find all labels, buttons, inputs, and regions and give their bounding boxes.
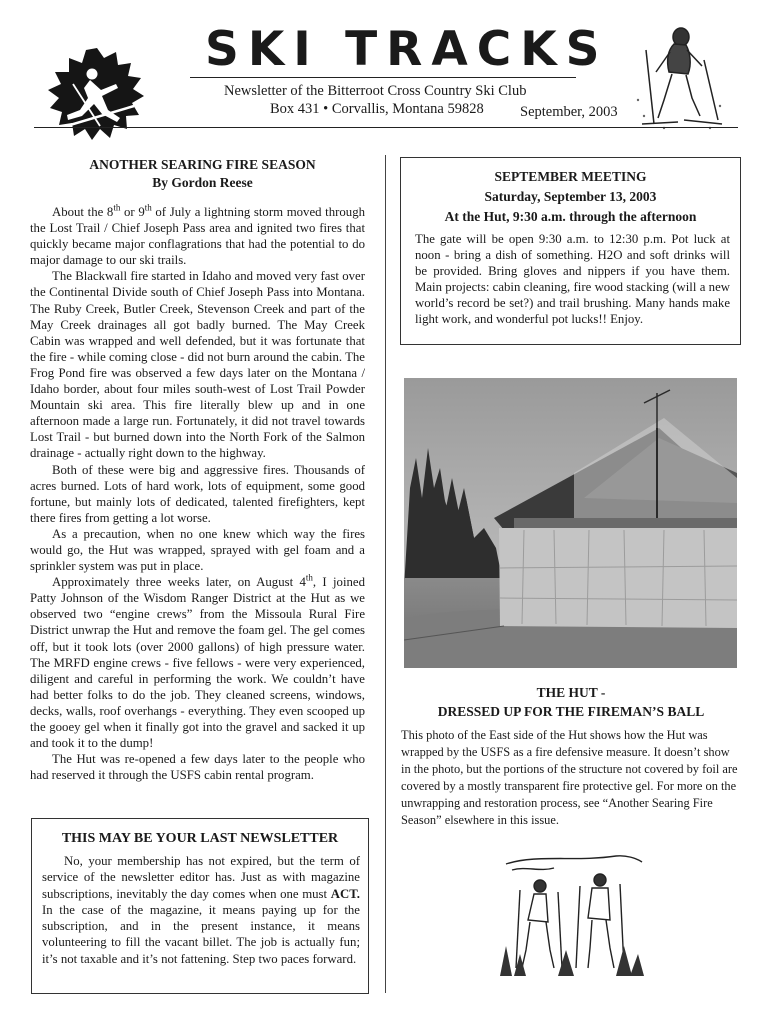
article-paragraph: The Hut was re-opened a few days later to the people who had reserved it through the USFS cabin rental program. <box>30 752 365 783</box>
skier-illustration-icon <box>634 20 726 134</box>
hut-photo <box>404 378 737 668</box>
fire-article-byline: By Gordon Reese <box>152 175 253 190</box>
meeting-place: At the Hut, 9:30 a.m. through the afternoon <box>444 209 697 224</box>
newsletter-subtitle: Newsletter of the Bitterroot Cross Country Ski Club <box>224 83 527 99</box>
issue-date: September, 2003 <box>520 104 618 120</box>
september-meeting-box <box>400 157 741 345</box>
column-divider <box>385 155 386 993</box>
hut-caption-title: THE HUT - DRESSED UP FOR THE FIREMAN’S BALL <box>437 685 705 719</box>
hut-photo-caption: This photo of the East side of the Hut shows how the Hut was wrapped by the USFS as a fire defensive measure. It doesn’t show in the photo, but the portions of the structure not covered by foil are covered by a mostly transparent fire protective gel. For more on the unwrapping and restoration process, see “Another Searing Fire Season” elsewhere in this issue. <box>401 728 738 827</box>
meeting-header <box>401 167 740 227</box>
article-paragraph: Approximately three weeks later, on August 4th, I joined Patty Johnson of the Wisdom Ranger District at the Hut as we observed two “engine crews” from the Missoula Rural Fire District unwrap the Hut and remove the foam gel. The gel comes off, but it took lots (over 2000 gallons) of high pressure water. The MRFD engine crews - five fellows - were very experienced, diligent and careful in performing the work. We couldn’t have had better folks to do the job. They cleaned screens, windows, decks, walls, roof overhangs - everything. They even scooped up the gooey gel when it finally got into the gravel and sacked it up and took it to the dump! <box>30 572 365 751</box>
article-paragraph: As a precaution, when no one knew which way the fires would go, the Hut was wrapped, sprayed with gel foam and a sprinkler system was put in place. <box>30 526 365 574</box>
act-emphasis: ACT. <box>330 886 360 901</box>
article-paragraph: Both of these were big and aggressive fires. Thousands of acres burned. Lots of hard work, lots of equipment, some good fortune, but mainly lots of dedicated, talented firefighters, kept there fires from getting a lot worse. <box>30 462 365 525</box>
meeting-title: SEPTEMBER MEETING <box>494 169 647 184</box>
skier-logo-icon <box>38 44 156 146</box>
article-paragraph: The Blackwall fire started in Idaho and moved very fast over the Continental Divide south of Chief Joseph Pass into Montana. The Ruby Creek, Butler Creek, Stevenson Creek and part of the May Creek drainages all got badly burned. The May Creek Cabin was wrapped and well defended, but it was fortunate that the fire - while coming close - did not burn around the cabin. The Frog Pond fire was observed a few days later on the Montana / Idaho border, about four miles south-west of Lost Trail Powder Mountain ski area. This fire literally blew up and in one afternoon made a large run. Fortunately, it did not travel towards Lost Trail - but burned down into the North Fork of the Salmon drainage - actually right down to the highway. <box>30 269 365 461</box>
article-paragraph: About the 8th or 9th of July a lightning storm moved through the Lost Trail / Chief Joseph Pass area and ignited two fires that quickly became major conflagrations that had the potential to do major damage to our ski trails. <box>30 202 365 268</box>
last-newsletter-body: No, your membership has not expired, but the term of service of the newsletter editor has. Just as with magazine subscriptions, inevitably the day comes when one must ACT. In the case of the magazine, it means paying up for the subscription, and in the present instance, it means volunteering to fill the vacant billet. The job is actually fun; it’s not taxable and it’s not fattening. Step two paces forward. <box>42 854 360 966</box>
fire-article-header <box>30 156 375 192</box>
meeting-body: The gate will be open 9:30 a.m. to 12:30 p.m. Pot luck at noon - bring a dish of something. H2O and soft drinks will be provided. Bring gloves and nippers if you have them. Main projects: cabin cleaning, fire wood stacking (will a new world’s record be set?) and trail brushing. Many hands make light work, and wonderful pot lucks!! Enjoy. <box>415 232 730 326</box>
masthead-divider <box>190 77 576 78</box>
fire-article-title: ANOTHER SEARING FIRE SEASON <box>89 157 316 172</box>
fire-article-body <box>30 204 365 783</box>
last-newsletter-title: THIS MAY BE YOUR LAST NEWSLETTER <box>61 831 339 846</box>
masthead-rule <box>34 127 738 128</box>
meeting-date: Saturday, September 13, 2003 <box>484 189 657 204</box>
last-newsletter-box <box>31 818 369 994</box>
club-address: Box 431 • Corvallis, Montana 59828 <box>270 101 484 117</box>
two-skiers-illustration-icon <box>496 850 646 980</box>
newsletter-title: SKI TRACKS <box>205 22 609 77</box>
